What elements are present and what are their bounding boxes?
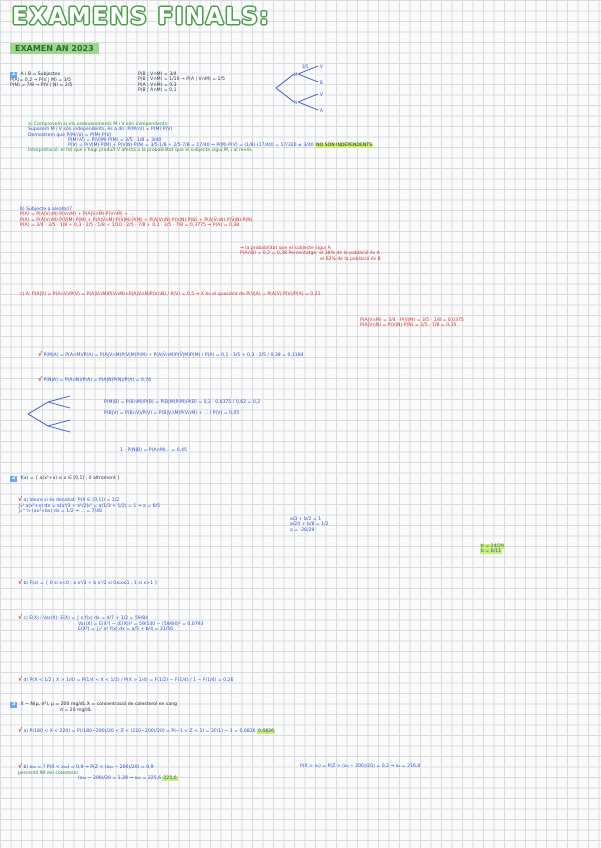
- part-1c-notes: [360, 318, 464, 329]
- work-line: a) P(180 < X < 220) = P((180−200)/20 < Z < (220−200)/20) = P(−1 < Z < 1) = 2F(1) − 1 = 0,6826: [23, 729, 256, 734]
- part-1c-sub1: √ P(M|A) = P(A∩M)/P(A) = P(A|V∩M)P(V|M)P(M) + P(A|V̄∩M)P(V̄|M)P(M) / P(A) = 0,1 · 3/5 + 0,3 · 2/5 / 0,38 = 0,1184: [38, 351, 304, 358]
- work-line: P(A) = P(A|V∩M)·P(V∩M) + P(A|V∩M̄)·P(V∩M̄) + ...: [20, 212, 134, 218]
- note: P(A∩B) = 0,2 = 0,38 Percentatge: el 38% de la població és A: [240, 251, 380, 257]
- equation: a/3 + b/2 = 1: [290, 517, 322, 522]
- part-heading: b) Subjecte a aleatori?: [20, 207, 72, 212]
- tree-leaf: B: [320, 80, 323, 85]
- part-2a-results: [480, 544, 505, 555]
- tree-leaf: V: [320, 64, 323, 69]
- part-3b-right: [300, 764, 420, 769]
- part-heading: c) E(X) i Var(X): E(X) = ∫ x f(x) dx = 4/7 + 1/2 = 59/84: [23, 616, 149, 621]
- note: P(A|V∩N) = P(V|N)·P(N) = 2/5 · 7/8 = 0,35: [360, 323, 457, 329]
- note: P(A|V∩M) = 3/4 · P(V|M) = 3/5 · 1/8 = 0,0375: [360, 318, 464, 323]
- interpretation: Interpretació: el fet que s'hagi produït V afecta a la probabilitat que el subjecte sigui M, i al revés.: [28, 148, 254, 154]
- part-heading: b) x₀₀ = ? P(X < x₀₀) = 0,9 ⇒ P(Z < (x₀₀ − 200)/20) = 0,9: [23, 765, 154, 770]
- work-line: Var(X) = E(X²) − (E(X))² = 59/140 − (59/84)² = 0,0793: [78, 621, 204, 627]
- part-heading: d) P(X < 1/2 | X > 1/4) = P(1/4 < X < 1/2) / P(X > 1/4) = F(1/2) − F(1/4) / 1 − F(1/4) = 0,26: [23, 678, 234, 683]
- intro-line: P(B | A∩M) = 0,1: [138, 87, 177, 93]
- part-2b: √ b) F(x) = { 0 si x<0 ; a x³/3 + b x²/2 si 0≤x≤1 ; 1 si x>1 }: [18, 579, 158, 586]
- part-1b-notes: [240, 246, 381, 262]
- intro-line: P(N) = 7/8 → P(V | N) = 2/5: [10, 83, 73, 89]
- work-line: P(M|A) = P(A∩M)/P(A) = P(A|V∩M)P(V|M)P(M) + P(A|V̄∩M)P(V̄|M)P(M) / P(A) = 0,1 · 3/5 + 0,3 · 2/5 / 0,38 = 0,1184: [43, 353, 304, 358]
- density-function: f(x) = { a(x²+x) si x ∈ [0,1] ; 0 altrament }: [20, 476, 121, 481]
- problem-number: 2: [12, 475, 16, 481]
- intro-line: P(B | V∩M) = 3/4: [138, 72, 177, 77]
- work-line: P(A) = 3/4 · 3/5 · 1/8 + 0,3 · 2/5 · 1/8 + 1/10 · 2/5 · 7/8 + 0,1 · 3/5 · 7/8 = 0,3775 ⇒ P(A) = 0,38: [20, 222, 240, 228]
- note: ⇒ la probabilitat que el subjecte sigui A: [240, 246, 331, 251]
- result-highlight: b = 24/29: [481, 544, 504, 549]
- part-3a: √ a) P(180 < X < 220) = P((180−200)/20 < Z < (220−200)/20) = P(−1 < Z < 1) = 2F(1) − 1 = 0,6826 0,6826: [18, 727, 275, 734]
- part-2a-system: [290, 517, 329, 533]
- tree-node-m: M: [294, 72, 298, 77]
- work-line: P(M|B) = P(B∩M)/P(B) = P(B|M)P(M)/P(B) = 0,2 · 0,0375 / 0,62 = 0,2: [104, 400, 261, 405]
- intro-line: P(A)= 0,2 → P(V | M) = 3/5: [10, 77, 71, 83]
- part-heading: a) Comprovem si els esdeveniments M i V són independents:: [28, 122, 169, 127]
- exam-badge: EXAMEN AN 2023: [10, 43, 99, 54]
- problem-1-intro-left: [10, 72, 72, 88]
- intro-line: P(B | V∩M̄) = 1/10 → P(A | V∩M) = 1/5: [138, 77, 225, 83]
- probability-tree-diagram: [272, 62, 332, 114]
- part-1b: [20, 207, 252, 228]
- part-2c: √ c) E(X) i Var(X): E(X) = ∫ x f(x) dx = 4/7 + 1/2 = 59/84 Var(X) = E(X²) − (E(X))² = 59/140 − (59/84)² = 0,0793 E(X²) = ∫₀¹ x² f(x) dx = a/5 + b/4 = 31/56: [18, 614, 204, 633]
- work-line: Suposem M i V són independents, és a dir: P(M∩V) = P(M)·P(V): [28, 127, 173, 133]
- work-line: percentil 90 del colesterol: [18, 770, 78, 776]
- intro-line: A i B = Subjectes: [20, 72, 61, 77]
- tree-leaf: A: [320, 108, 323, 113]
- part-1c-sub2: √ P(N|A) = P(A∩N)/P(A) = P(A|N)P(N)/P(A) = 0,76: [38, 376, 152, 383]
- work-line: P(V) = P(V|M)·P(M) + P(V|N)·P(N) = 3/5·1/8 + 2/5·7/8 = 17/40 ⇒ P(M)·P(V) = (1/8)·(17/40) = 17/320 ≠ 3/40: [68, 143, 314, 149]
- work-line: E(X²) = ∫₀¹ x² f(x) dx = a/5 + b/4 = 31/56: [78, 627, 174, 633]
- result-highlight: 225,6: [163, 776, 177, 782]
- part-1c-tree-lines: [104, 400, 260, 416]
- equation: a = -26/29: [290, 527, 315, 533]
- result-highlight: b = 6/11: [481, 549, 502, 555]
- work-line: (x₀₀ − 200)/20 = 1,28 ⇒ x₀₀ = 225,6: [78, 776, 162, 782]
- intro-line: σ = 20 mg/dL: [60, 707, 92, 713]
- work-line: c) A: P(A|V) = P(A∩V)/P(V) = P(A|V∩M)P(V∩M)+P(A|V∩N)P(V∩N) / P(V) = 0,5 ⇒ X és el quocient de P(V|A) = P(A|V)·P(V)/P(A) = 0,21: [20, 292, 321, 297]
- part-1c-final: [120, 448, 187, 453]
- tree-branch-label: 3/5: [302, 64, 309, 69]
- part-2d: √ d) P(X < 1/2 | X > 1/4) = P(1/4 < X < 1/2) / P(X > 1/4) = F(1/2) − F(1/4) / 1 − F(1/4) = 0,26: [18, 676, 234, 683]
- work-line: 1 - P(N|B) = P(A∩M)... = 0,45: [120, 448, 187, 453]
- part-3b: √ b) x₀₀ = ? P(X < x₀₀) = 0,9 ⇒ P(Z < (x₀₀ − 200)/20) = 0,9 percentil 90 del colesterol (x₀₀ − 200)/20 = 1,28 ⇒ x₀₀ = 225,6 225,6: [18, 763, 177, 782]
- part-1a: [28, 122, 373, 154]
- work-line: P(B|V) = P(B∩V)/P(V) = P(B|V∩M)P(V∩M) + ... / P(V) = 0,05: [104, 410, 240, 416]
- note: el 62% de la població és B: [320, 256, 381, 262]
- equation: a/24 + b/8 = 1/2: [290, 522, 329, 528]
- intro-line: X ~ N(μ, σ²), μ = 200 mg/dL X = concentració de colesterol en sang: [20, 702, 177, 707]
- result-highlight: NO SÓN INDEPENDENTS: [316, 143, 373, 149]
- problem-number: 1: [12, 71, 16, 77]
- page-title: EXAMENS FINALS:: [12, 4, 270, 30]
- work-line: P(N|A) = P(A∩N)/P(A) = P(A|N)P(N)/P(A) = 0,76: [43, 378, 152, 383]
- work-line: ∫₀^½ (ax²+bx) dx = 1/2 ⇒ ... = 7/48: [18, 509, 102, 515]
- work-line: P(X > x₀) = P(Z > (x₀ − 200)/20) = 0,2 ⇒ x₀ = 216,8: [300, 764, 421, 769]
- tree-leaf: V: [320, 92, 323, 97]
- result-highlight: 0,6826: [258, 729, 275, 734]
- work-line: P(M∩V) = P(V|M)·P(M) = 3/5 · 1/8 = 3/40: [68, 137, 162, 143]
- problem-3-intro: [10, 702, 177, 713]
- problem-1-intro-right: [138, 72, 225, 93]
- work-line: P(A) = P(A|V∩M)·P(V|M)·P(M) + P(A|V̄∩M)·P(V̄|M)·P(M) + P(A|V∩N)·P(V|N)·P(N) + P(A|V̄∩N)·P(V̄|N)·P(N): [20, 217, 253, 223]
- intro-line: P(A | V∩M̄) = 0,3: [138, 82, 177, 88]
- part-heading: b) F(x) = { 0 si x<0 ; a x³/3 + b x²/2 si 0≤x≤1 ; 1 si x>1 }: [23, 581, 158, 586]
- work-line: Demostrem que P(M∩V) = P(M)·P(V): [28, 132, 112, 138]
- tree-node-n: N: [294, 100, 297, 105]
- work-line: ∫₀¹ a(x²+x) dx = a[x³/3 + x²/2]₀¹ = a(1/3 + 1/2) = 1 ⇒ a = 6/5: [18, 503, 161, 509]
- part-2a: √ a) Veure si és densitat: P(X ∈ [0,1]) = 1/2 ∫₀¹ a(x²+x) dx = a[x³/3 + x²/2]₀¹ = a(1/3 + 1/2) = 1 ⇒ a = 6/5 ∫₀^½ (ax²+bx) dx = 1/2 ⇒ ... = 7/48: [18, 496, 161, 515]
- problem-number: 3: [12, 701, 16, 707]
- problem-2-intro: [10, 476, 120, 482]
- probability-tree-diagram-2: [22, 394, 82, 434]
- part-1c: [20, 292, 321, 297]
- part-heading: a) Veure si és densitat: P(X ∈ [0,1]) = 1/2: [23, 498, 120, 503]
